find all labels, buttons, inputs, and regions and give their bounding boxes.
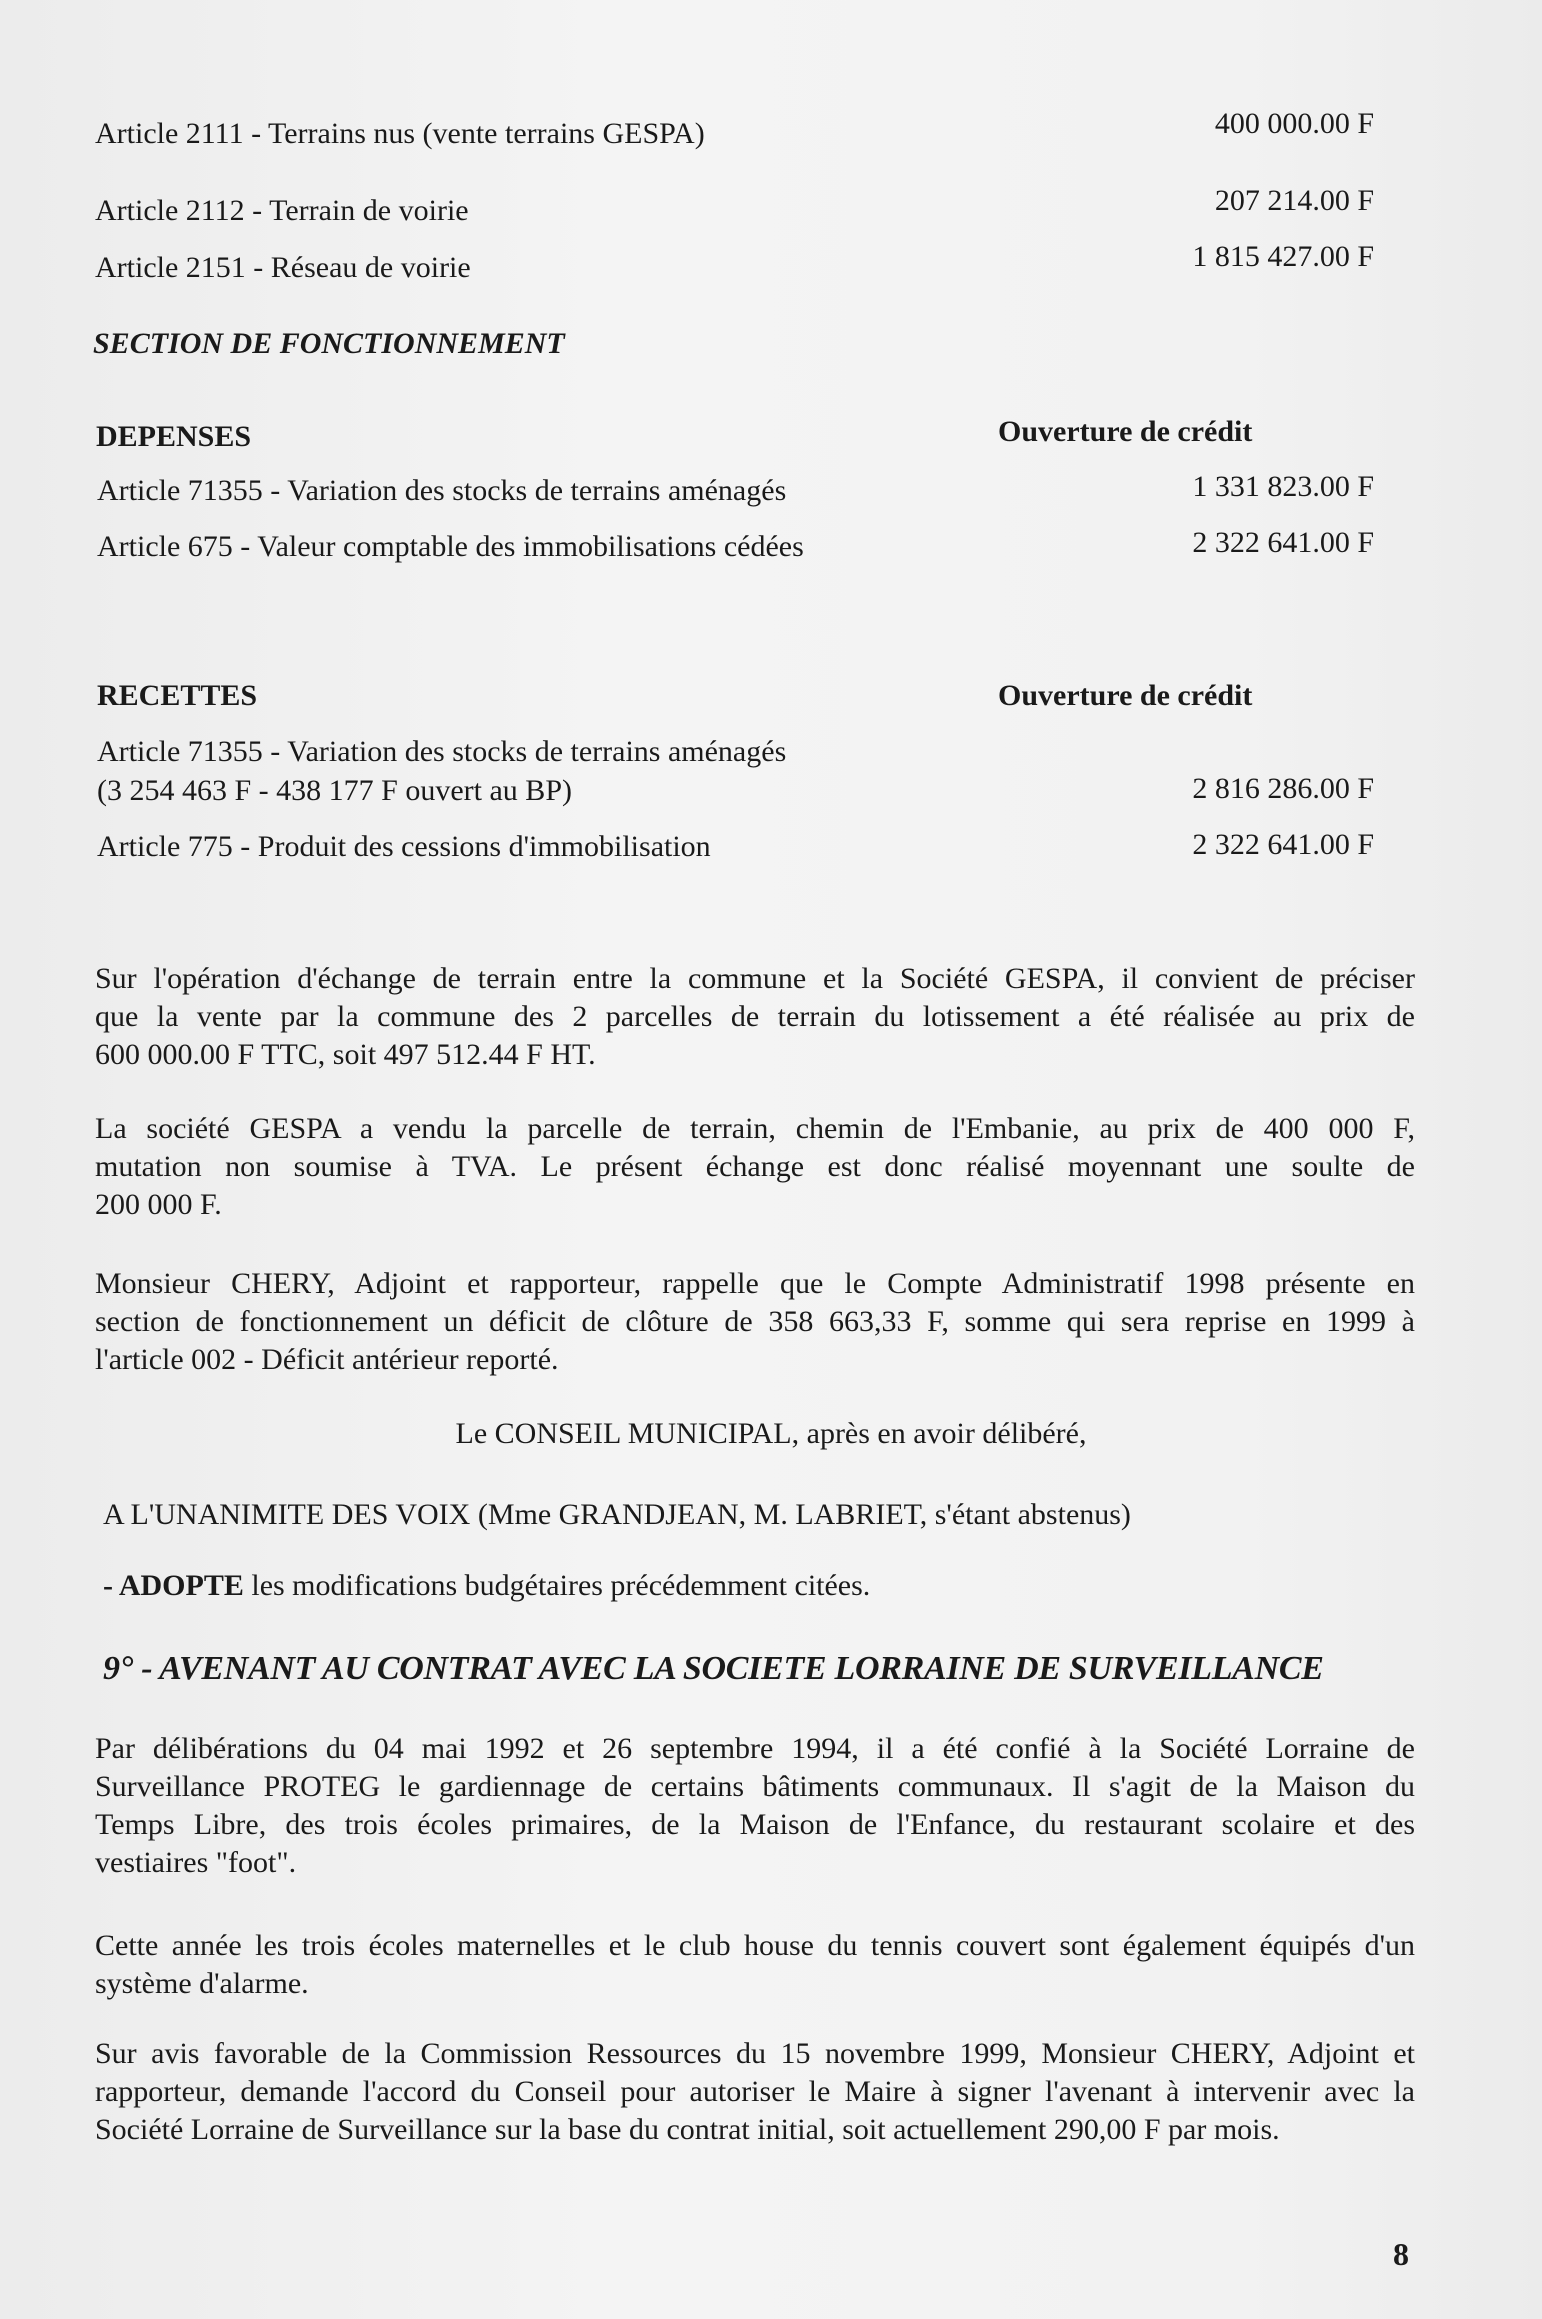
paragraph-line: La société GESPA a vendu la parcelle de terrain, chemin de l'Embanie, au prix de 400 000 F, <box>95 1112 1415 1145</box>
paragraph-line: section de fonctionnement un déficit de clôture de 358 663,33 F, somme qui sera reprise en 1999 à <box>95 1305 1415 1338</box>
paragraph-line: 600 000.00 F TTC, soit 497 512.44 F HT. <box>95 1038 596 1071</box>
paragraph-line: vestiaires "foot". <box>95 1846 297 1879</box>
recettes-article-71355-sublabel: (3 254 463 F - 438 177 F ouvert au BP) <box>97 774 572 807</box>
section-fonctionnement-title: SECTION DE FONCTIONNEMENT <box>93 327 565 360</box>
paragraph-echange <box>95 960 1415 1074</box>
paragraph-line: Sur l'opération d'échange de terrain entre la commune et la Société GESPA, il convient de préciser <box>95 962 1415 995</box>
paragraph-line: système d'alarme. <box>95 1967 309 2000</box>
paragraph-line: Par délibérations du 04 mai 1992 et 26 septembre 1994, il a été confié à la Société Lorraine de <box>95 1732 1415 1765</box>
section-9-paragraph-2 <box>95 1927 1415 2003</box>
recettes-article-775-label: Article 775 - Produit des cessions d'immobilisation <box>97 830 711 863</box>
depenses-article-675-label: Article 675 - Valeur comptable des immobilisations cédées <box>97 530 804 563</box>
paragraph-line: rapporteur, demande l'accord du Conseil pour autoriser le Maire à signer l'avenant à intervenir avec la <box>95 2075 1415 2108</box>
adopte-text: les modifications budgétaires précédemment citées. <box>243 1569 871 1602</box>
paragraph-gespa <box>95 1110 1415 1224</box>
paragraph-line: Sur avis favorable de la Commission Ressources du 15 novembre 1999, Monsieur CHERY, Adjoint et <box>95 2037 1415 2070</box>
recettes-article-71355-label: Article 71355 - Variation des stocks de terrains aménagés <box>97 735 787 768</box>
paragraph-line: Société Lorraine de Surveillance sur la base du contrat initial, soit actuellement 290,00 F par mois. <box>95 2113 1280 2146</box>
section-9-paragraph-1 <box>95 1730 1415 1882</box>
vote-result: A L'UNANIMITE DES VOIX (Mme GRANDJEAN, M. LABRIET, s'étant abstenus) <box>103 1498 1131 1531</box>
recettes-heading: RECETTES <box>97 679 258 712</box>
recettes-article-71355-amount: 2 816 286.00 F <box>1192 772 1374 805</box>
depenses-article-675-amount: 2 322 641.00 F <box>1192 526 1374 559</box>
depenses-article-71355-amount: 1 331 823.00 F <box>1192 470 1374 503</box>
conseil-deliberation: Le CONSEIL MUNICIPAL, après en avoir délibéré, <box>455 1417 1087 1450</box>
article-2151-label: Article 2151 - Réseau de voirie <box>95 251 471 284</box>
page-number: 8 <box>1393 2236 1409 2272</box>
paragraph-line: Monsieur CHERY, Adjoint et rapporteur, rappelle que le Compte Administratif 1998 présente en <box>95 1267 1415 1300</box>
depenses-heading: DEPENSES <box>96 420 252 453</box>
article-2112-label: Article 2112 - Terrain de voirie <box>95 194 469 227</box>
article-2151-amount: 1 815 427.00 F <box>1192 240 1374 273</box>
adopte-line <box>103 1568 870 1604</box>
paragraph-chery-deficit <box>95 1265 1415 1379</box>
paragraph-line: l'article 002 - Déficit antérieur reporté. <box>95 1343 559 1376</box>
article-2111-amount: 400 000.00 F <box>1214 107 1374 140</box>
adopte-keyword: - ADOPTE <box>103 1569 244 1602</box>
section-9-paragraph-3 <box>95 2035 1415 2149</box>
paragraph-line: Temps Libre, des trois écoles primaires, de la Maison de l'Enfance, du restaurant scolaire et des <box>95 1808 1415 1841</box>
article-2111-label: Article 2111 - Terrains nus (vente terrains GESPA) <box>95 117 705 150</box>
paragraph-line: Cette année les trois écoles maternelles et le club house du tennis couvert sont également équipés d'un <box>95 1929 1415 1962</box>
article-2112-amount: 207 214.00 F <box>1214 184 1374 217</box>
recettes-column-heading: Ouverture de crédit <box>998 679 1253 712</box>
paragraph-line: 200 000 F. <box>95 1188 222 1221</box>
depenses-column-heading: Ouverture de crédit <box>998 415 1253 448</box>
paragraph-line: Surveillance PROTEG le gardiennage de certains bâtiments communaux. Il s'agit de la Maison du <box>95 1770 1415 1803</box>
recettes-article-775-amount: 2 322 641.00 F <box>1192 828 1374 861</box>
paragraph-line: mutation non soumise à TVA. Le présent échange est donc réalisé moyennant une soulte de <box>95 1150 1415 1183</box>
depenses-article-71355-label: Article 71355 - Variation des stocks de terrains aménagés <box>97 474 787 507</box>
section-9-heading: 9° - AVENANT AU CONTRAT AVEC LA SOCIETE LORRAINE DE SURVEILLANCE <box>103 1650 1324 1687</box>
paragraph-line: que la vente par la commune des 2 parcelles de terrain du lotissement a été réalisée au prix de <box>95 1000 1415 1033</box>
